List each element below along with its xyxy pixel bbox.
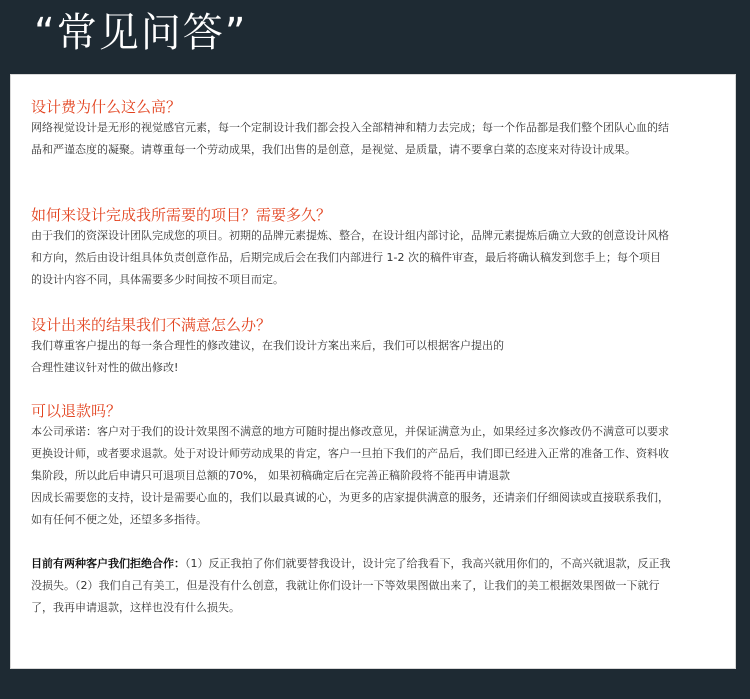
faq-answer-line: 合理性建议针对性的做出修改! — [31, 361, 179, 374]
paragraph-spacer — [31, 531, 671, 553]
faq-question: 可以退款吗？ — [31, 402, 122, 420]
faq-item-design-process — [31, 205, 671, 291]
faq-question: 设计出来的结果我们不满意怎么办？ — [31, 316, 272, 334]
faq-answer — [31, 421, 671, 619]
page-header — [0, 0, 750, 66]
refused-clients-title: 目前有两种客户我们拒绝合作： — [31, 557, 185, 570]
faq-question: 如何来设计完成我所需要的项目？需要多久？ — [31, 206, 332, 224]
refused-clients-detail: （1）反正我拍了你们就要替我设计，设计完了给我看下，我高兴就用你们的，不高兴就退款，反正我没损失。（2）我们自己有美工，但是没有什么创意，我就让你们设计一下等效果图做出来了，让我们的美工根据效果图做一下就行了，我再申请退款，这样也没有什么损失。 — [31, 557, 671, 614]
refund-policy-text: 本公司承诺：客户对于我们的设计效果图不满意的地方可随时提出修改意见，并保证满意为止，如果经过多次修改仍不满意可以要求更换设计师，或者要求退款。处于对设计师劳动成果的肯定，客户一旦拍下我们的产品后，我们即已经进入正常的准备工作、资料收集阶段，所以此后申请只可退项目总额的70%， 如果初稿确定后在完善正稿阶段将不能再申请退款 — [31, 425, 669, 482]
faq-question: 设计费为什么这么高？ — [31, 98, 182, 116]
faq-answer: 网络视觉设计是无形的视觉感官元素，每一个定制设计我们都会投入全部精神和精力去完成；每一个作品都是我们整个团队心血的结晶和严谨态度的凝聚。请尊重每一个劳动成果，我们出售的是创意，是视觉、是质量，请不要拿白菜的态度来对待设计成果。 — [31, 121, 669, 156]
page-title: “常见问答” — [34, 10, 248, 56]
faq-item-unsatisfied — [31, 315, 671, 379]
faq-answer: 由于我们的资深设计团队完成您的项目。初期的品牌元素提炼、整合，在设计组内部讨论，品牌元素提炼后确立大致的创意设计风格和方向，然后由设计组具体负责创意作品，后期完成后会在我们内部进行 1-2 次的稿件审查，最后将确认稿发到您手上；每个项目的设计内容不同，具体需要多少时间按不项目而定。 — [31, 229, 669, 286]
faq-answer — [31, 335, 671, 379]
support-request-text: 因成长需要您的支持，设计是需要心血的，我们以最真诚的心，为更多的店家提供满意的服务，还请亲们仔细阅读或直接联系我们，如有任何不便之处，还望多多指待。 — [31, 491, 669, 526]
faq-item-refund — [31, 401, 671, 619]
faq-item-design-fee — [31, 97, 671, 161]
faq-panel — [10, 74, 736, 669]
refused-clients-text — [31, 553, 671, 619]
faq-answer-line: 我们尊重客户提出的每一条合理性的修改建议，在我们设计方案出来后，我们可以根据客户提出的 — [31, 339, 504, 352]
